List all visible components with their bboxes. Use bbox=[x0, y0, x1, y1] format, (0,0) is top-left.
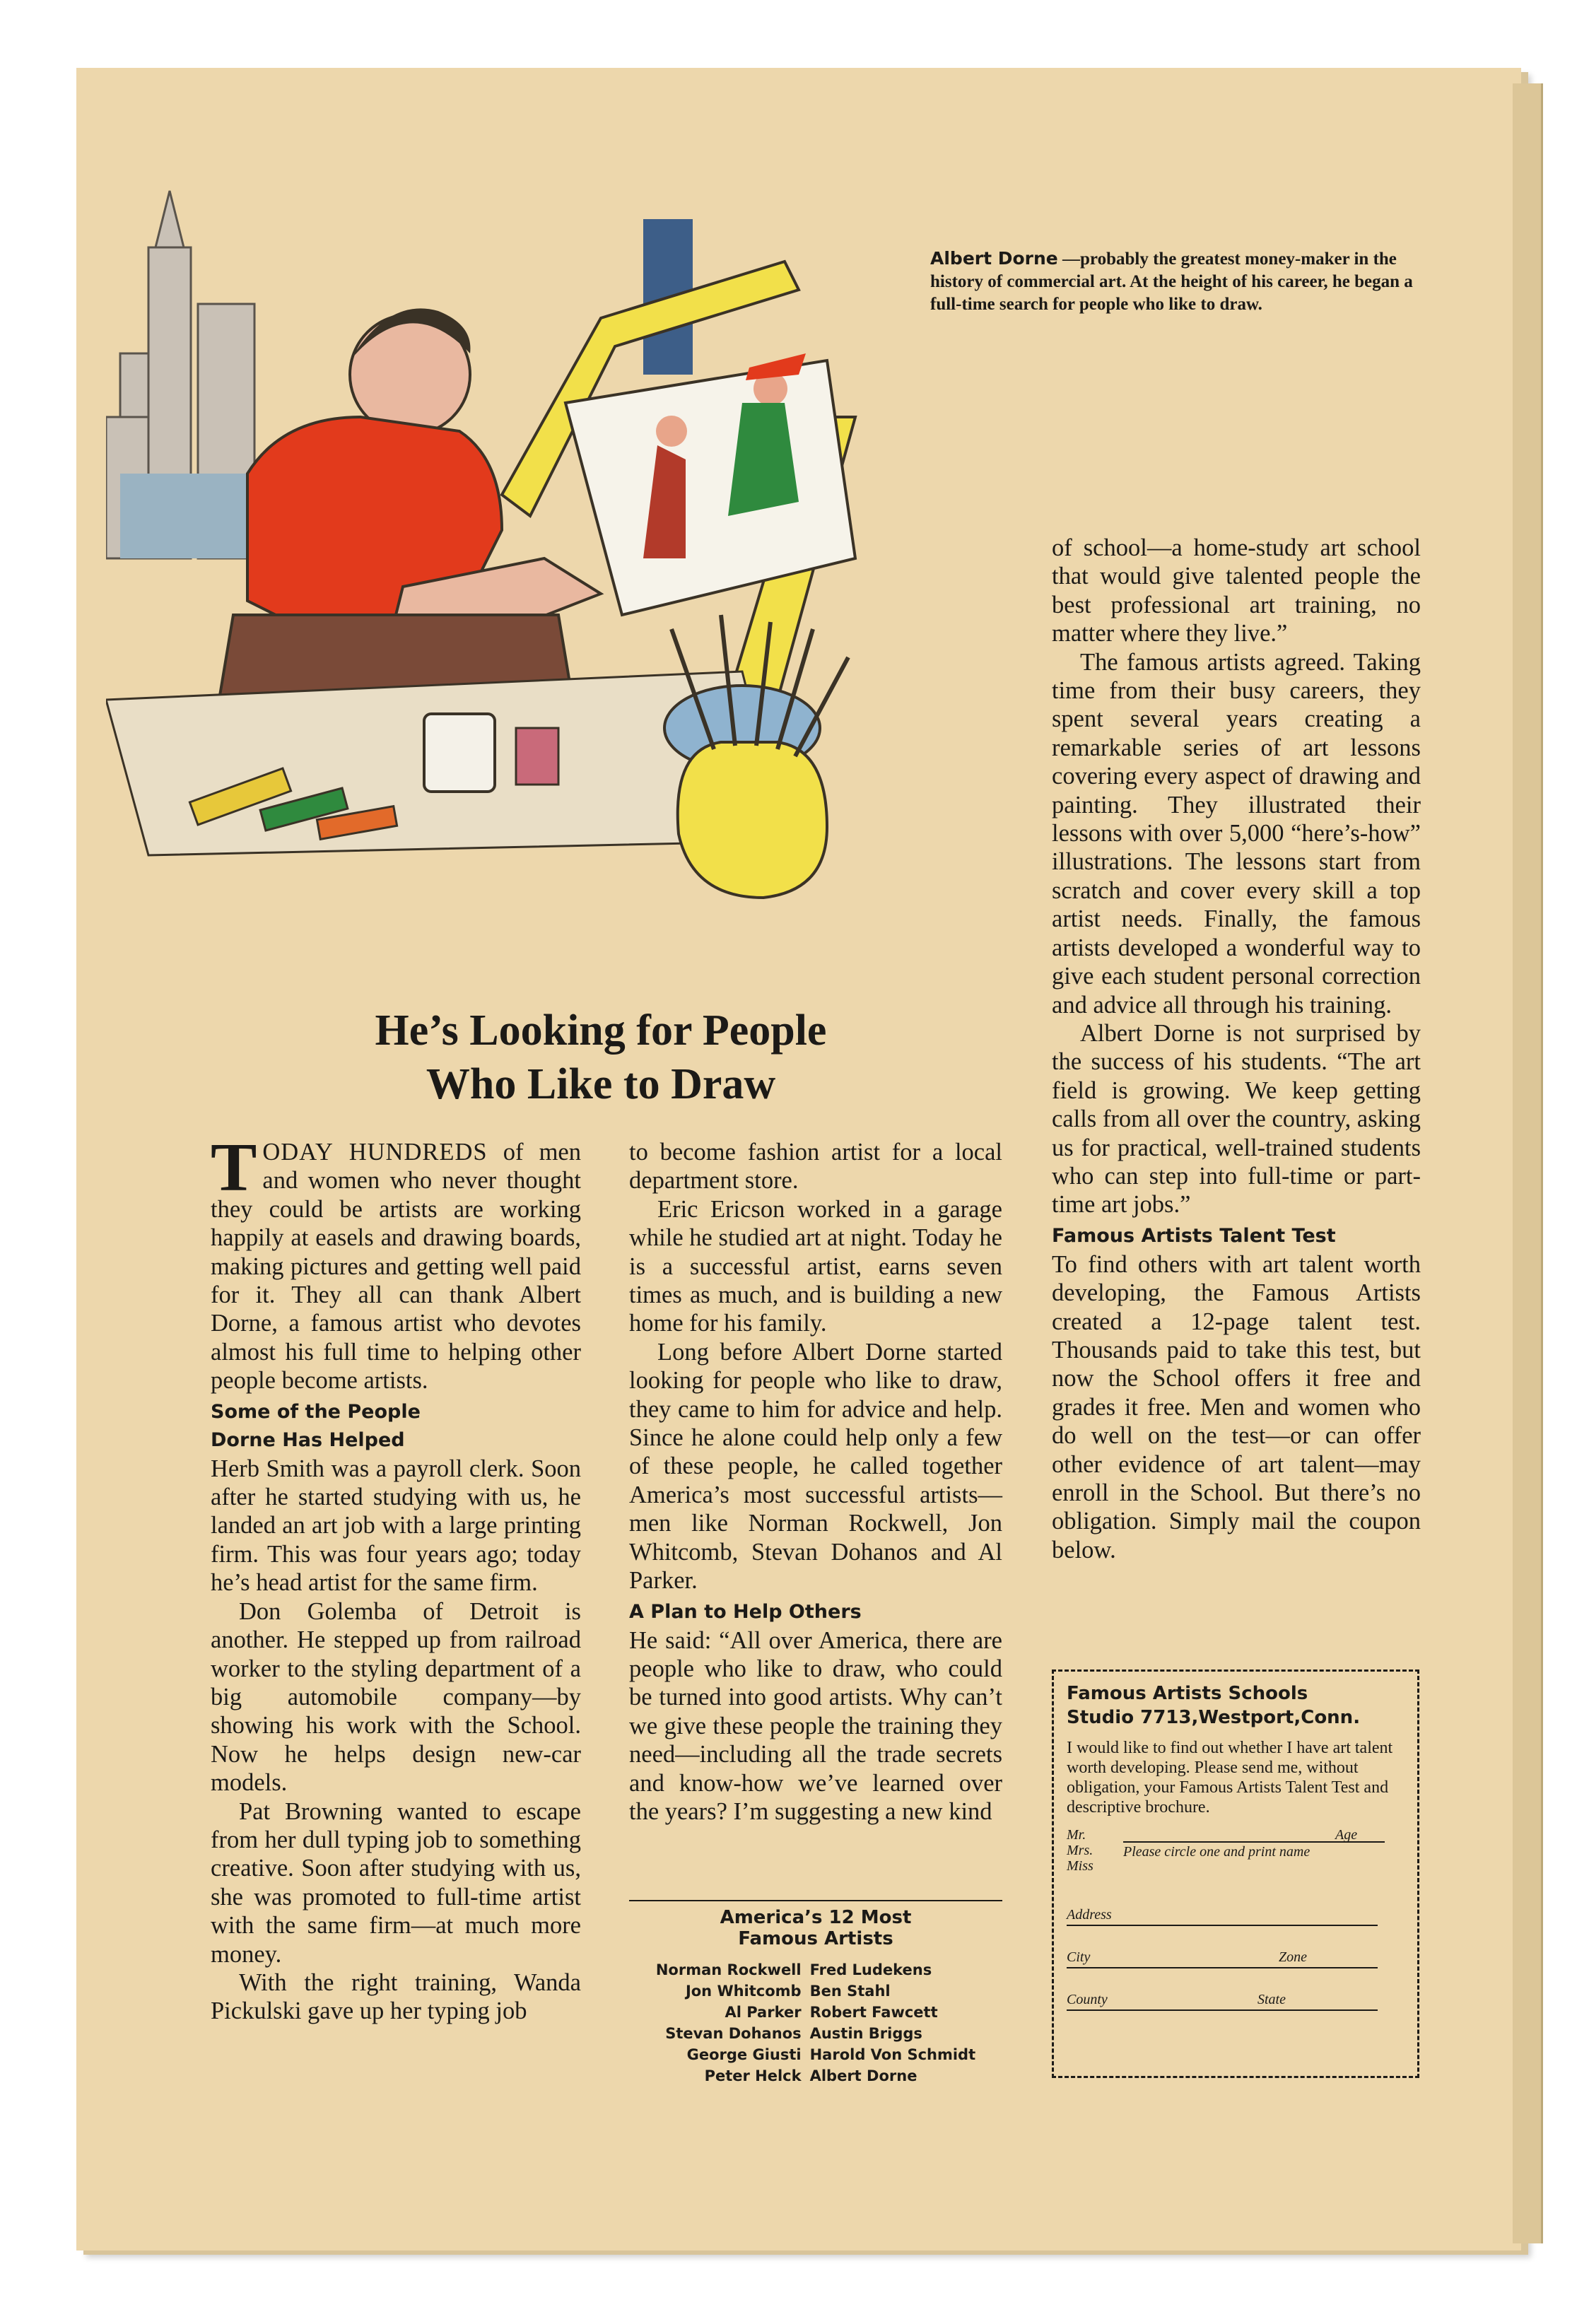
artist-name: Ben Stahl bbox=[809, 1983, 891, 2000]
title-mrs[interactable]: Mrs. bbox=[1067, 1843, 1093, 1858]
artist-name: Stevan Dohanos bbox=[665, 2025, 802, 2042]
paint-jar bbox=[424, 714, 495, 792]
age-label: Age bbox=[1335, 1827, 1358, 1843]
zone-label: Zone bbox=[1279, 1949, 1307, 1965]
artist-name: Robert Fawcett bbox=[809, 2004, 938, 2021]
paragraph: To find others with art talent worth developing, the Famous Artists created a 12-page talent test. Thousands paid to take this test, but now the School offers it free and grades it free. Men and women who do well on the test—or can offer other evidence of art talent—may enroll in the School. But there’s no obligation. Simply mail the coupon below. bbox=[1052, 1250, 1421, 1563]
paragraph: Eric Ericson worked in a garage while he studied art at night. Today he is a successful artist, earns seven times as much, and is building a new home for his family. bbox=[629, 1195, 1002, 1337]
paragraph: Albert Dorne is not surprised by the success of his students. “The art field is growing. We keep getting calls from all over the country, asking us for practical, well-trained students who can step into full-time or part-time art jobs.” bbox=[1052, 1019, 1421, 1219]
artists-title-2: Famous Artists bbox=[738, 1928, 893, 1949]
coupon-title-1: Famous Artists Schools bbox=[1067, 1683, 1308, 1704]
page-edge bbox=[1513, 83, 1543, 2243]
paragraph: With the right training, Wanda Pickulski gave up her typing job bbox=[211, 1968, 581, 2025]
artist-name: Harold Von Schmidt bbox=[809, 2046, 976, 2063]
artist-name: George Giusti bbox=[686, 2046, 802, 2063]
artist-name: Albert Dorne bbox=[809, 2067, 917, 2084]
paragraph: of men and women who never thought they could be artists are working happily at easels and drawing boards, making pictures and getting well paid for it. They all can thank Albert Dorne, a famous artist who devotes almost his full time to helping other people become artists. bbox=[211, 1139, 581, 1395]
coupon-body: I would like to find out whether I have art talent worth developing. Please send me, without obligation, your Famous Artists Talent Test and descriptive brochure. bbox=[1067, 1739, 1393, 1817]
address-field[interactable] bbox=[1067, 1896, 1378, 1926]
drop-cap: T bbox=[211, 1129, 257, 1206]
article-column-1 bbox=[211, 1129, 581, 2026]
title-miss[interactable]: Miss bbox=[1067, 1858, 1093, 1874]
subhead: Famous Artists Talent Test bbox=[1052, 1224, 1336, 1247]
famous-artists-box bbox=[629, 1900, 1002, 2087]
albert-dorne-illustration bbox=[106, 163, 1011, 1011]
illustration-caption bbox=[930, 247, 1425, 316]
artist-name: Peter Helck bbox=[704, 2067, 802, 2084]
paragraph: Long before Albert Dorne started looking for people who like to draw, they came to him for advice and help. Since he alone could help only a few of these people, he called together America’s most successful artists—men like Norman Rockwell, Jon Whitcomb, Stevan Dohanos and Al Parker. bbox=[629, 1338, 1002, 1595]
subhead-line-2: Dorne Has Helped bbox=[211, 1428, 405, 1451]
artist-name: Norman Rockwell bbox=[655, 1961, 802, 1978]
article-column-2 bbox=[629, 1138, 1002, 1826]
state-label: State bbox=[1257, 1992, 1286, 2007]
title-mr[interactable]: Mr. bbox=[1067, 1827, 1086, 1843]
county-label: County bbox=[1067, 1992, 1108, 2007]
subhead: A Plan to Help Others bbox=[629, 1600, 862, 1623]
headline-line-2: Who Like to Draw bbox=[426, 1060, 776, 1108]
name-field[interactable] bbox=[1067, 1827, 1405, 1884]
article-column-3 bbox=[1052, 534, 1421, 1564]
paragraph: He said: “All over America, there are people who like to draw, who could be turned into good artists. Why can’t we give these people the training they need—including all the trade secrets and know-how we’ve learned over the years? I’m suggesting a new kind bbox=[629, 1626, 1002, 1825]
county-state-field[interactable] bbox=[1067, 1981, 1378, 2011]
brush-jar bbox=[678, 742, 827, 898]
caption-text: —probably the greatest money-maker in the history of commercial art. At the height of his career, he began a full-time search for people who like to draw. bbox=[930, 250, 1413, 314]
address-label: Address bbox=[1067, 1907, 1112, 1923]
artist-name: Fred Ludekens bbox=[809, 1961, 932, 1978]
paragraph: Herb Smith was a payroll clerk. Soon after he started studying with us, he landed an art job with a large printing firm. This was four years ago; today he’s head artist for the same firm. bbox=[211, 1455, 581, 1597]
artists-title-1: America’s 12 Most bbox=[720, 1907, 912, 1928]
artist-name: Jon Whitcomb bbox=[685, 1983, 802, 2000]
caption-name: Albert Dorne bbox=[930, 248, 1058, 269]
city-zone-field[interactable] bbox=[1067, 1939, 1378, 1968]
paragraph: of school—a home-study art school that would give talented people the best professional art training, no matter where they live.” bbox=[1052, 534, 1421, 647]
headline-line-1: He’s Looking for People bbox=[375, 1007, 827, 1055]
paragraph: Pat Browning wanted to escape from her dull typing job to something creative. Soon after studying with us, she was promoted to full-time artist with the same firm—at much more money. bbox=[211, 1797, 581, 1968]
circle-note: Please circle one and print name bbox=[1123, 1844, 1311, 1860]
paragraph: to become fashion artist for a local department store. bbox=[629, 1139, 1002, 1195]
lead-smallcaps: ODAY HUNDREDS bbox=[262, 1139, 488, 1166]
paragraph: The famous artists agreed. Taking time from their busy careers, they spent several years creating a remarkable series of art lessons covering every aspect of drawing and painting. They illustrated their lessons with over 5,000 “here’s-how” illustrations. The lessons start from scratch and cover every skill a top artist needs. Finally, the famous artists developed a wonderful way to give each student personal correction and advice all through his training. bbox=[1052, 648, 1421, 1019]
city-label: City bbox=[1067, 1949, 1091, 1965]
coupon-title-2: Studio 7713,Westport,Conn. bbox=[1067, 1707, 1361, 1728]
mail-coupon[interactable] bbox=[1052, 1669, 1419, 2078]
artist-name: Al Parker bbox=[725, 2004, 802, 2021]
paragraph: Don Golemba of Detroit is another. He stepped up from railroad worker to the styling department of a big automobile company—by showing his work with the School. Now he helps design new-car models. bbox=[211, 1597, 581, 1797]
subhead-line-1: Some of the People bbox=[211, 1400, 421, 1423]
artist-name: Austin Briggs bbox=[809, 2025, 922, 2042]
headline bbox=[212, 1004, 990, 1111]
artists-list bbox=[652, 1959, 980, 2087]
